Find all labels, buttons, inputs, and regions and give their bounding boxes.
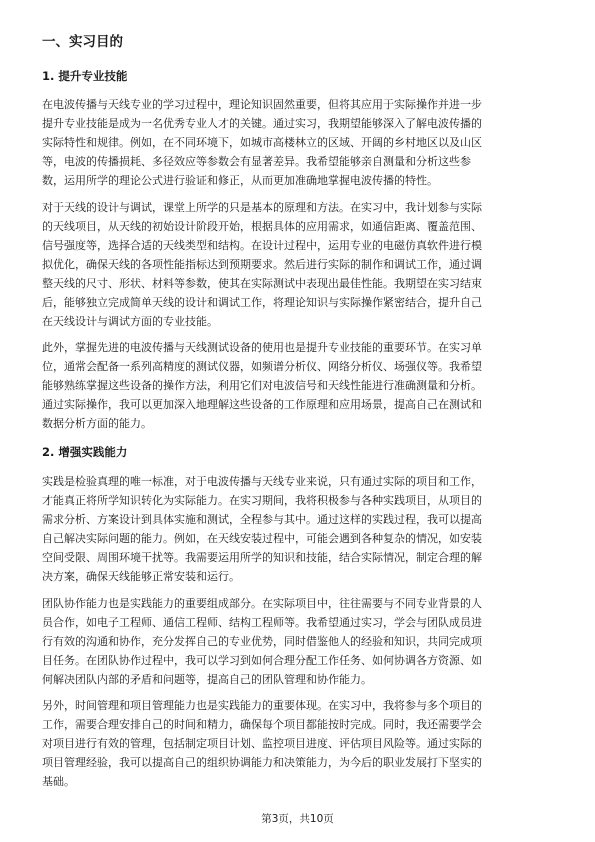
paragraph-line: 能够熟练掌握这些设备的操作方法，利用它们对电波信号和天线性能进行准确测量和分析。 (42, 379, 482, 392)
paragraph (42, 198, 554, 331)
paragraph-line: 自己解决实际问题的能力。例如，在天线安装过程中，可能会遇到各种复杂的情况，如安装 (42, 532, 482, 545)
paragraph-line: 行有效的沟通和协作，充分发挥自己的专业优势，同时借鉴他人的经验和知识，共同完成项 (42, 635, 482, 648)
paragraph-line: 才能真正将所学知识转化为实际能力。在实习期间，我将积极参与各种实践项目，从项目的 (42, 494, 482, 507)
paragraph-line: 在天线设计与调试方面的专业技能。 (42, 315, 218, 328)
paragraph-line: 位，通常会配备一系列高精度的测试仪器，如频谱分析仪、网络分析仪、场强仪等。我希望 (42, 360, 482, 373)
paragraph (42, 338, 554, 433)
paragraph-line: 数据分析方面的能力。 (42, 417, 152, 430)
paragraph-line: 整天线的尺寸、形状、材料等参数，使其在实际测试中表现出最佳性能。我期望在实习结束 (42, 277, 482, 290)
paragraph-line: 目任务。在团队协作过程中，我可以学习到如何合理分配工作任务、如何协调各方资源、如 (42, 654, 482, 667)
paragraph-line: 决方案，确保天线能够正常安装和运行。 (42, 570, 240, 583)
paragraph (42, 472, 554, 586)
section-heading: 一、实习目的 (42, 34, 123, 50)
paragraph-line: 数，运用所学的理论公式进行验证和修正，从而更加准确地掌握电波传播的特性。 (42, 174, 438, 187)
paragraph-line: 的天线项目，从天线的初始设计阶段开始，根据具体的应用需求，如通信距离、覆盖范围、 (42, 220, 482, 233)
paragraph (42, 594, 554, 689)
paragraph-line: 另外，时间管理和项目管理能力也是实践能力的重要体现。在实习中，我将参与多个项目的 (42, 699, 482, 712)
paragraph-line: 对于天线的设计与调试，课堂上所学的只是基本的原理和方法。在实习中，我计划参与实际 (42, 201, 482, 214)
paragraph-line: 信号强度等，选择合适的天线类型和结构。在设计过程中，运用专业的电磁仿真软件进行模 (42, 239, 482, 252)
paragraph-line: 工作，需要合理安排自己的时间和精力，确保每个项目都能按时完成。同时，我还需要学会 (42, 718, 482, 731)
paragraph-line: 实际特性和规律。例如，在不同环境下，如城市高楼林立的区域、开阔的乡村地区以及山区 (42, 136, 482, 149)
paragraph-line: 提升专业技能是成为一名优秀专业人才的关键。通过实习，我期望能够深入了解电波传播的 (42, 117, 482, 130)
paragraph-line: 项目管理经验，我可以提高自己的组织协调能力和决策能力，为今后的职业发展打下坚实的 (42, 756, 482, 769)
paragraph-line: 基础。 (42, 775, 75, 788)
paragraph-line: 对项目进行有效的管理，包括制定项目计划、监控项目进度、评估项目风险等。通过实际的 (42, 737, 482, 750)
paragraph-line: 在电波传播与天线专业的学习过程中，理论知识固然重要，但将其应用于实际操作并进一步 (42, 98, 482, 111)
paragraph-line: 何解决团队内部的矛盾和问题等，提高自己的团队管理和协作能力。 (42, 673, 372, 686)
paragraph-line: 等，电波的传播损耗、多径效应等参数会有显著差异。我希望能够亲自测量和分析这些参 (42, 155, 471, 168)
paragraph-line: 团队协作能力也是实践能力的重要组成部分。在实际项目中，往往需要与不同专业背景的人 (42, 597, 482, 610)
paragraph-line: 需求分析、方案设计到具体实施和测试，全程参与其中。通过这样的实践过程，我可以提高 (42, 513, 482, 526)
paragraph (42, 95, 554, 190)
subsection-heading-skills: 1. 提升专业技能 (42, 69, 128, 83)
paragraph-line: 此外，掌握先进的电波传播与天线测试设备的使用也是提升专业技能的重要环节。在实习单 (42, 341, 482, 354)
subsection-heading-practice: 2. 增强实践能力 (42, 445, 128, 459)
page-number: 第3页，共10页 (261, 813, 334, 825)
paragraph-line: 拟优化，确保天线的各项性能指标达到预期要求。然后进行实际的制作和调试工作，通过调 (42, 258, 482, 271)
paragraph-line: 通过实际操作，我可以更加深入地理解这些设备的工作原理和应用场景，提高自己在测试和 (42, 398, 482, 411)
paragraph (42, 696, 554, 791)
paragraph-line: 后，能够独立完成简单天线的设计和调试工作，将理论知识与实际操作紧密结合，提升自己 (42, 296, 482, 309)
paragraph-line: 实践是检验真理的唯一标准，对于电波传播与天线专业来说，只有通过实际的项目和工作， (42, 475, 482, 488)
paragraph-line: 员合作，如电子工程师、通信工程师、结构工程师等。我希望通过实习，学会与团队成员进 (42, 616, 482, 629)
paragraph-line: 空间受限、周围环境干扰等。我需要运用所学的知识和技能，结合实际情况，制定合理的解 (42, 551, 482, 564)
